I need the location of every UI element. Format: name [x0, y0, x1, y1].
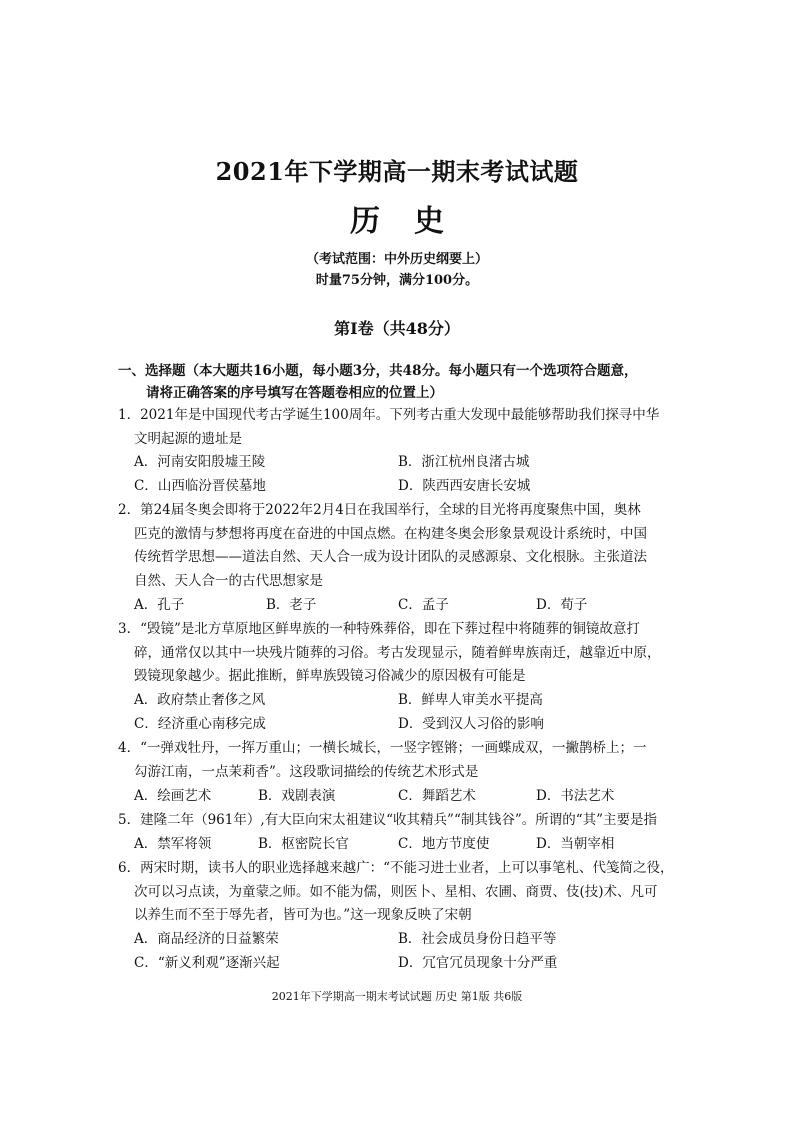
- question-stem-line: 3．“毁镜”是北方草原地区鲜卑族的一种特殊葬俗，即在下葬过程中将随葬的铜镜故意打: [118, 621, 640, 637]
- question-stem-line: 6．两宋时期，读书人的职业选择越来越广：“不能习进士业者，上可以事笔札、代笺简之役，: [118, 860, 674, 876]
- question-stem-line: 传统哲学思想——道法自然、天人合一成为设计团队的灵感源泉、文化根脉。主张道法: [134, 549, 647, 565]
- option-c[interactable]: C．“新义利观”逐渐兴起: [134, 955, 280, 971]
- question-2-options: [134, 594, 680, 618]
- option-a[interactable]: A．孔子: [134, 597, 185, 613]
- question-6-options: [134, 928, 680, 976]
- question-stem-line: 自然、天人合一的古代思想家是: [134, 572, 323, 589]
- question-stem-line: 以养生而不至于辱先者，皆可为也。”这一现象反映了宋朝: [134, 907, 472, 923]
- question-1: [118, 404, 680, 451]
- question-stem-line: 次可以习点读，为童蒙之师。如不能为儒，则医卜、星相、农圃、商贾、伎(技)术、凡可: [134, 883, 658, 900]
- question-stem-line: 毁镜现象越少。据此推断，鲜卑族毁镜习俗减少的原因极有可能是: [134, 668, 526, 684]
- option-a[interactable]: A．河南安阳殷墟王陵: [134, 454, 266, 470]
- volume-heading: 第Ⅰ卷（共48分）: [334, 319, 460, 338]
- option-a[interactable]: A．政府禁止奢侈之风: [134, 692, 266, 708]
- option-b[interactable]: B．老子: [266, 597, 317, 613]
- exam-time: 时量75分钟，满分100分。: [315, 273, 479, 288]
- section-instructions: [118, 360, 678, 404]
- option-d[interactable]: D．受到汉人习俗的影响: [398, 716, 544, 732]
- option-c[interactable]: C．孟子: [398, 597, 449, 613]
- question-5: [118, 809, 680, 833]
- question-stem-line: 1．2021年是中国现代考古学诞生100周年。下列考古重大发现中最能够帮助我们探寻中华: [118, 407, 660, 423]
- option-c[interactable]: C．舞蹈艺术: [398, 788, 476, 804]
- option-a[interactable]: A．商品经济的日益繁荣: [134, 931, 279, 947]
- option-d[interactable]: D．陕西西安唐长安城: [398, 478, 531, 494]
- question-3-options: [134, 689, 680, 737]
- subject-heading: 历史: [350, 204, 478, 239]
- question-stem-line: 文明起源的遗址是: [134, 430, 242, 447]
- question-stem-line: 匹克的激情与梦想将再度在奋进的中国点燃。在构建冬奥会形象景观设计系统时，中国: [134, 525, 647, 542]
- option-b[interactable]: B．戏剧表演: [258, 788, 336, 804]
- question-1-options: [134, 451, 680, 499]
- question-stem-line: 4．“一弹戏牡丹，一挥万重山；一横长城长，一竖字铿锵；一画蝶成双，一撇鹊桥上；一: [118, 740, 647, 756]
- question-stem-line: 勾游江南，一点茉莉香”。这段歌词描绘的传统艺术形式是: [134, 763, 479, 780]
- question-2: [118, 499, 680, 593]
- option-d[interactable]: D．书法艺术: [536, 788, 615, 804]
- option-b[interactable]: B．社会成员身份日趋平等: [398, 931, 557, 947]
- section-instructions-line: 请将正确答案的序号填写在答题卷相应的位置上）: [146, 385, 443, 401]
- question-stem-line: 5．建隆二年（961年）,有大臣向宋太祖建议“收其精兵”“制其钱谷”。所谓的“其”主要是指: [118, 812, 658, 828]
- exam-scope: （考试范围：中外历史纲要上）: [305, 252, 488, 267]
- question-3: [118, 618, 680, 689]
- option-c[interactable]: C．地方节度使: [398, 836, 490, 852]
- option-a[interactable]: A．绘画艺术: [134, 788, 212, 804]
- option-c[interactable]: C．经济重心南移完成: [134, 716, 266, 732]
- option-b[interactable]: B．浙江杭州良渚古城: [398, 454, 530, 470]
- option-d[interactable]: D．冗官冗员现象十分严重: [398, 955, 558, 971]
- exam-title: 2021年下学期高一期末考试试题: [215, 157, 579, 186]
- option-d[interactable]: D．当朝宰相: [536, 836, 615, 852]
- question-4-options: [134, 785, 680, 809]
- option-b[interactable]: B．枢密院长官: [258, 836, 349, 852]
- section-instructions-line: 一、选择题（本大题共16小题，每小题3分，共48分。每小题只有一个选项符合题意，: [118, 363, 638, 379]
- page-footer: 2021年下学期高一期末考试试题 历史 第1版 共6版: [271, 990, 523, 1003]
- question-4: [118, 737, 680, 784]
- question-stem-line: 2．第24届冬奥会即将于2022年2月4日在我国举行，全球的目光将再度聚焦中国，奥林: [118, 502, 641, 518]
- option-a[interactable]: A．禁军将领: [134, 836, 212, 852]
- option-d[interactable]: D．荀子: [536, 597, 588, 613]
- question-5-options: [134, 833, 680, 857]
- question-6: [118, 857, 680, 928]
- option-c[interactable]: C．山西临汾晋侯墓地: [134, 478, 266, 494]
- option-b[interactable]: B．鲜卑人审美水平提高: [398, 692, 543, 708]
- question-stem-line: 碎，通常仅以其中一块残片随葬的习俗。考古发现显示，随着鲜卑族南迁，越靠近中原，: [134, 644, 661, 661]
